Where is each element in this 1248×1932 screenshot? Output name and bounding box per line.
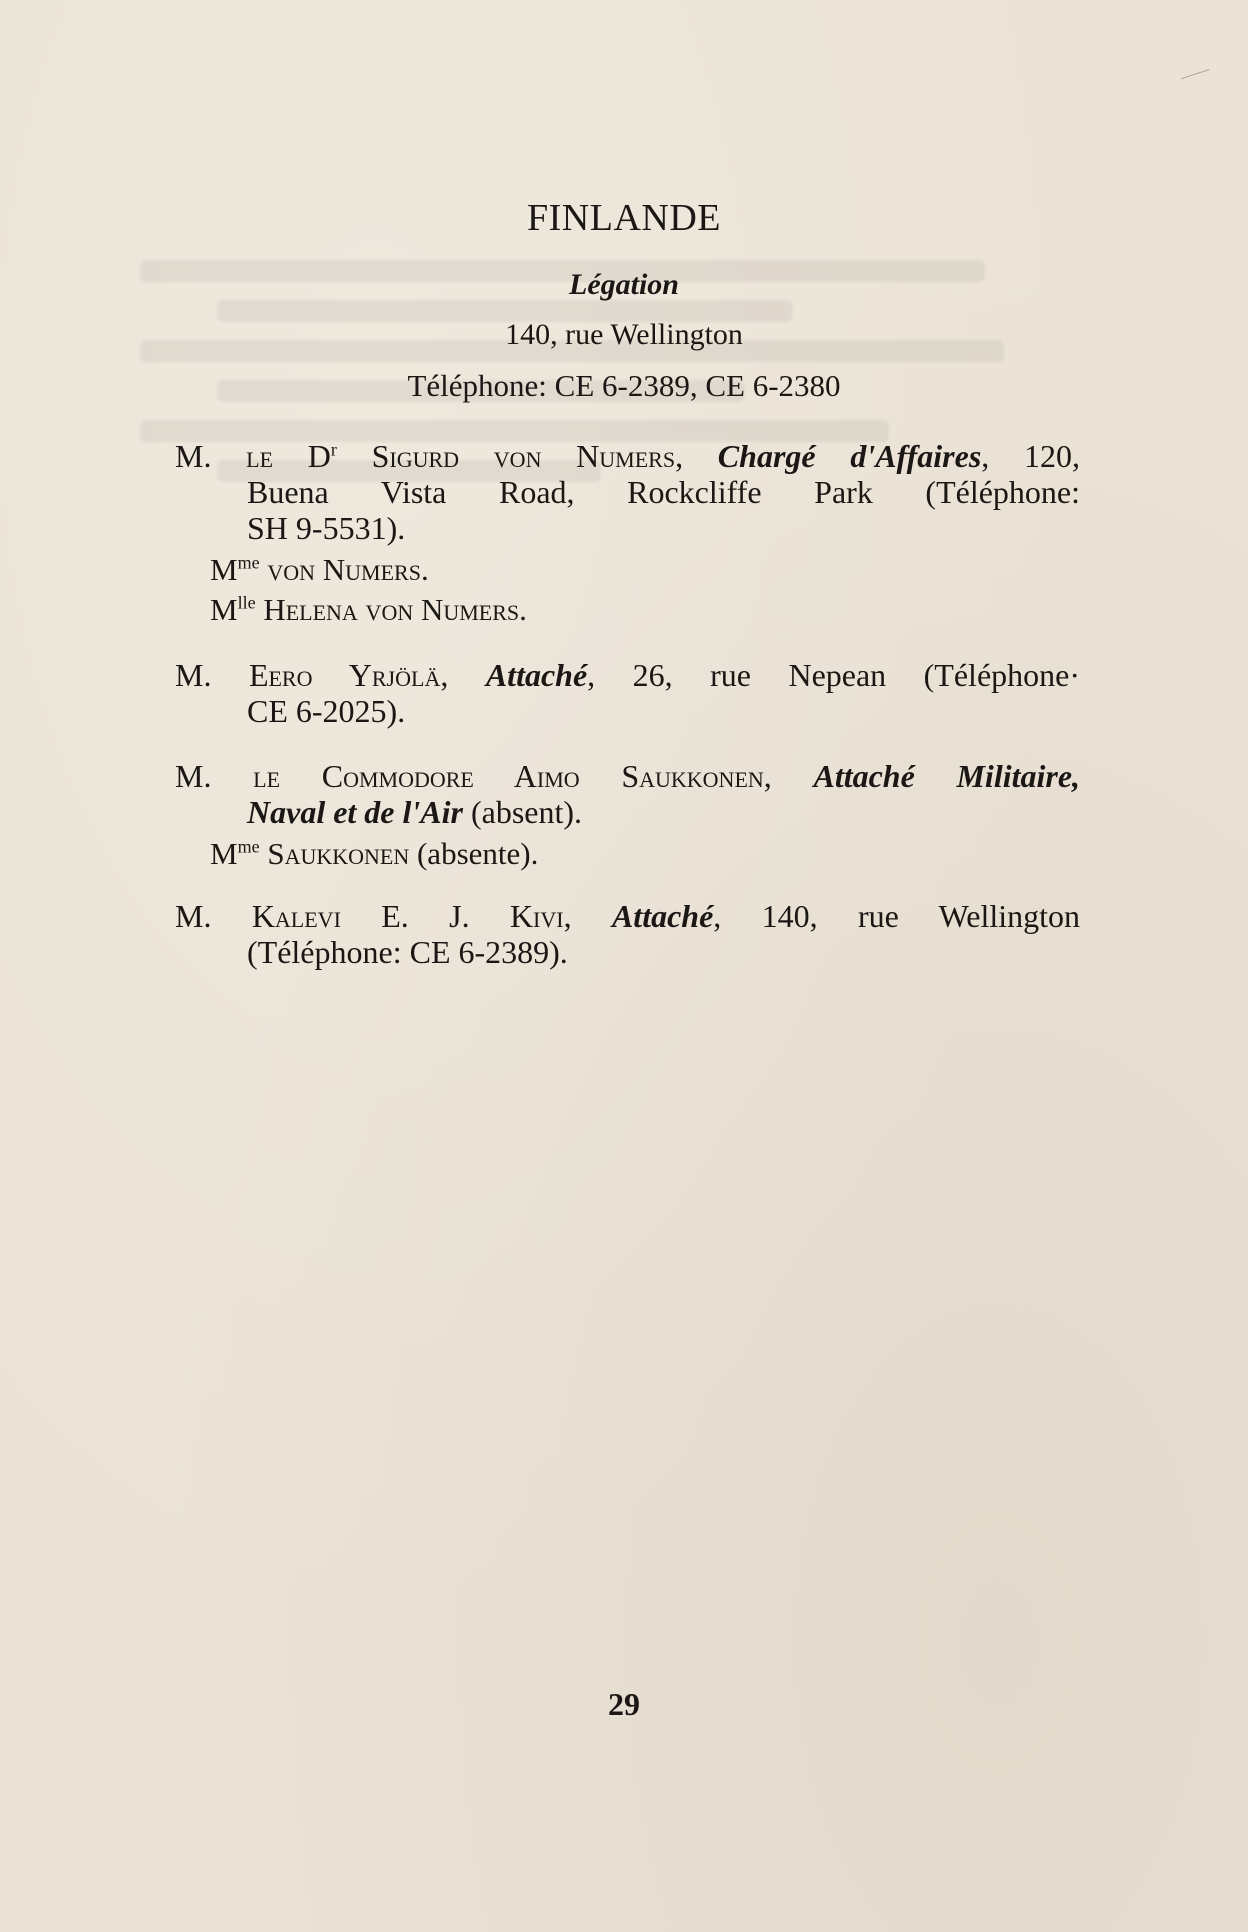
entry-name: Kalevi E. J. Kivi — [251, 898, 564, 934]
page-number: 29 — [608, 1686, 640, 1722]
legation-telephone: Téléphone: CE 6-2389, CE 6-2380 — [407, 368, 841, 403]
entry-rest: , 26, rue Nepean (Téléphone· — [587, 657, 1081, 693]
legation-label: Légation — [569, 268, 679, 301]
entry-line: (Téléphone: CE 6-2389). — [247, 934, 568, 970]
entry-prefix: M. — [175, 438, 212, 474]
entry-line: SH 9-5531). — [247, 510, 406, 546]
entry-title: Attaché — [485, 657, 588, 693]
entry-yrjola — [175, 657, 1080, 729]
entry-prefix: M. — [175, 898, 212, 934]
entry-title: Chargé d'Affaires — [717, 438, 982, 474]
entry-comma: , — [675, 438, 684, 474]
page-mark — [1176, 56, 1209, 80]
entry-name: Sigurd von Numers — [371, 438, 676, 474]
country-heading: FINLANDE — [527, 197, 721, 239]
spouse-line: $M^{lle}$ Helena von Numers. — [210, 592, 527, 627]
entry-name: Commodore Aimo Saukkonen — [321, 758, 764, 794]
entry-line: Buena Vista Road, Rockcliffe Park (Téléphone: — [247, 474, 1080, 510]
entry-kivi — [175, 898, 1080, 970]
entry-line: M. le Commodore Aimo Saukkonen, Attaché Militaire, — [175, 758, 1081, 794]
spouse-line: $M^{me}$ von Numers. — [210, 552, 429, 587]
entry-title-cont: Naval et de l'Air — [247, 794, 463, 830]
entry-le: le — [253, 758, 281, 794]
entry-line — [175, 794, 1080, 830]
entry-title: Attaché — [611, 898, 714, 934]
entry-line: CE 6-2025). — [247, 693, 406, 729]
entry-line: M. Kalevi E. J. Kivi, Attaché, 140, rue Wellington — [175, 898, 1081, 934]
entry-line: M. Eero Yrjölä, Attaché, 26, rue Nepean (Téléphone· — [175, 657, 1081, 693]
spouse-line: $M^{me}$ Saukkonen (absente). — [210, 836, 539, 871]
entry-prefix: M. — [175, 657, 212, 693]
entry-rest: (absent). — [462, 794, 583, 830]
entry-saukkonen — [175, 758, 1080, 830]
entry-rest: , 120, — [981, 438, 1080, 474]
entry-line — [175, 438, 1080, 474]
entry-title: Attaché Militaire, — [813, 758, 1081, 794]
legation-address: 140, rue Wellington — [505, 318, 743, 351]
entry-dr: $D^r$ — [307, 438, 337, 474]
entry-name: Eero Yrjölä — [248, 657, 441, 693]
entry-rest: , 140, rue Wellington — [713, 898, 1081, 934]
entry-von-numers — [175, 438, 1080, 546]
entry-le: le — [246, 438, 274, 474]
entry-prefix: M. — [175, 758, 212, 794]
